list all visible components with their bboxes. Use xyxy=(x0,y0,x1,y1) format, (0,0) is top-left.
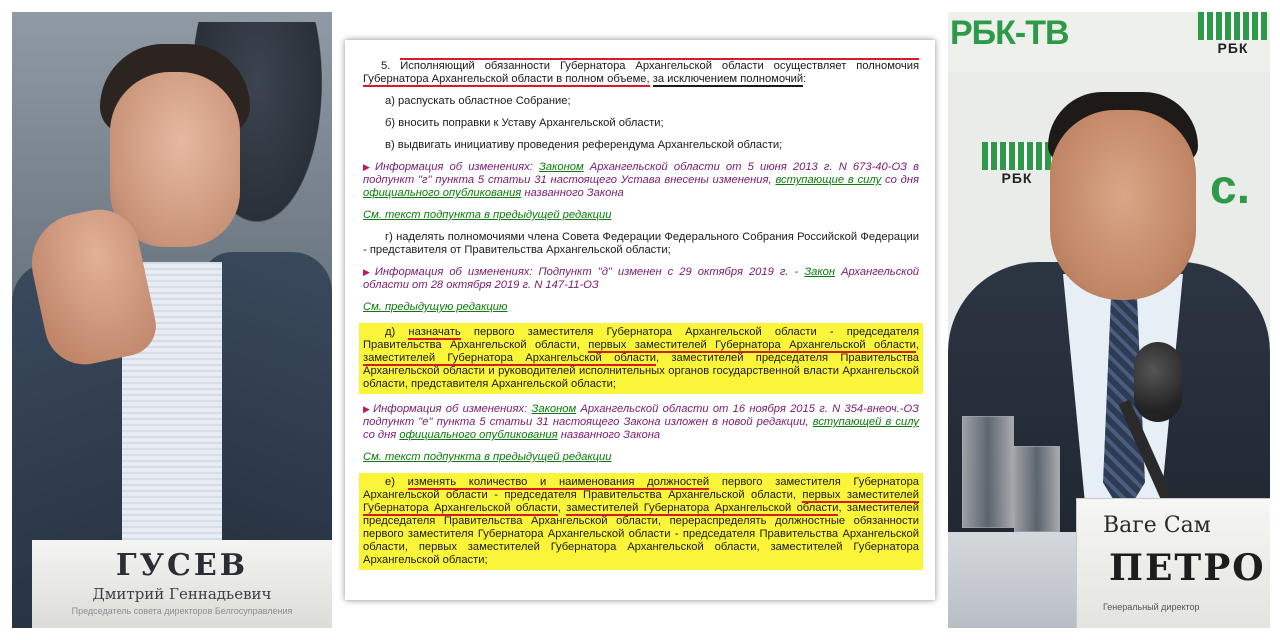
info-heading: Информация об изменениях: xyxy=(374,161,533,173)
microphone-icon xyxy=(1134,342,1182,422)
publication-link[interactable]: официального опубликования xyxy=(363,187,522,199)
item-text: первого заместителя Губернатора Архангельской области - председателя Правительства Архангельской области, xyxy=(363,476,920,501)
nameplate-given-name: Ваге Сам xyxy=(1103,513,1211,538)
rbk-logo-word: РБК xyxy=(1217,40,1249,56)
change-info-2 xyxy=(363,266,919,292)
info-heading: Информация об изменениях: xyxy=(373,403,528,415)
charter-document-page xyxy=(345,40,935,600)
nameplate-role: Председатель совета директоров Белгосуправления xyxy=(71,606,293,616)
nameplate-surname: ГУСЕВ xyxy=(115,548,249,583)
law-link[interactable]: Законом xyxy=(531,403,577,415)
info-text: со дня xyxy=(363,429,400,441)
face xyxy=(110,72,240,247)
see-previous-link[interactable]: См. текст подпункта в предыдущей редакции xyxy=(363,209,612,221)
nameplate-petrosyan xyxy=(1076,498,1270,628)
in-force-link[interactable]: вступающие в силу xyxy=(775,174,882,186)
info-flag-icon: ▶ xyxy=(363,162,373,172)
in-force-link[interactable]: вступающей в силу xyxy=(812,416,920,428)
item-a: а) распускать областное Собрание; xyxy=(385,95,571,107)
info-flag-icon: ▶ xyxy=(363,267,373,277)
item-d-underlined-1: первых заместителей Губернатора Архангельской области xyxy=(588,339,916,351)
paragraph-number: 5. xyxy=(381,60,391,72)
nameplate-surname: ПЕТРО xyxy=(1109,547,1266,589)
publication-link[interactable]: официального опубликования xyxy=(399,429,558,441)
paragraph-5-colon: : xyxy=(803,73,807,85)
item-d-verb: назначать xyxy=(408,326,461,338)
item-d-underlined-2: заместителей Губернатора Архангельской области xyxy=(363,352,656,364)
item-text: , заместителей председателя Правительства Архангельской области, перераспределять должностные обязанности первого заместителя Губернатора Архангельской области - председателя Правительства Архангельской области, первых заместителей Губернатора Архангельской области, заместителей Губернатора Архангельской области; xyxy=(363,502,920,566)
item-d-highlighted xyxy=(359,323,923,394)
item-text: , xyxy=(557,502,567,514)
item-text: , xyxy=(915,339,919,351)
right-photo-petrosyan xyxy=(948,12,1270,628)
info-text: названного Закона xyxy=(521,187,624,199)
item-b: б) вносить поправки к Уставу Архангельской области; xyxy=(385,117,664,129)
rbk-logo-bars-icon xyxy=(982,142,1052,170)
item-g: г) наделять полномочиями члена Совета Федерации Федерального Собрания Российской Федерации - представителя от Правительства Архангельской области; xyxy=(363,231,919,256)
face xyxy=(1050,110,1196,300)
paragraph-5-exception: за исключением полномочий xyxy=(652,73,804,85)
left-photo-gusev xyxy=(12,12,332,628)
rbk-logo-left xyxy=(982,142,1052,188)
info-text: названного Закона xyxy=(557,429,661,441)
paragraph-5-line1: Исполняющий обязанности Губернатора Архангельской области осуществляет полномочия xyxy=(400,60,919,72)
see-previous-link[interactable]: См. предыдущую редакцию xyxy=(363,301,508,313)
paragraph-5-line2: Губернатора Архангельской области в полном объеме, xyxy=(363,73,650,85)
nameplate-role: Генеральный директор xyxy=(1103,602,1200,612)
nameplate-gusev xyxy=(32,540,332,628)
item-letter: д) xyxy=(385,326,396,338)
rbk-logo-word: РБК xyxy=(1001,170,1033,186)
rbk-logo-top-right xyxy=(1198,12,1268,58)
document-body xyxy=(363,60,919,579)
info-text: Подпункт "д" изменен с 29 октября 2019 г. - xyxy=(532,266,805,278)
info-text: Архангельской области от 16 ноября 2015 г. N 354-внеоч.-ОЗ подпункт "е" пункта 5 статьи 31 настоящего Закона изложен в новой редакции, xyxy=(363,403,920,428)
info-text: со дня xyxy=(881,174,919,186)
law-link[interactable]: Законом xyxy=(539,161,584,173)
see-previous-link[interactable]: См. текст подпункта в предыдущей редакции xyxy=(363,451,612,463)
item-e-underlined-1: первых заместителей Губернатора Архангельской области xyxy=(363,489,919,514)
info-text: Архангельской области от 5 июня 2013 г. N 673-40-ОЗ в подпункт "г" пункта 5 статьи 31 настоящего Устава внесены изменения, xyxy=(363,161,920,186)
item-e-highlighted xyxy=(359,473,923,570)
item-letter: е) xyxy=(385,476,395,488)
item-v: в) выдвигать инициативу проведения референдума Архангельской области; xyxy=(385,139,783,151)
info-flag-icon: ▶ xyxy=(363,404,372,414)
law-link[interactable]: Закон xyxy=(804,266,836,278)
change-info-1 xyxy=(363,161,919,200)
item-text: первого заместителя Губернатора Архангельской области - председателя Правительства Архангельской области, xyxy=(363,326,920,351)
rbk-logo-bars-icon xyxy=(1198,12,1268,40)
rbk-tv-logo-text: РБК-ТВ xyxy=(950,14,1069,52)
item-e-underlined-2: заместителей Губернатора Архангельской области xyxy=(566,502,839,514)
change-info-3 xyxy=(363,403,919,442)
water-glass xyxy=(962,416,1014,528)
info-text: Архангельской области от 28 октября 2019 г. N 147-11-ОЗ xyxy=(363,266,920,291)
paragraph-5 xyxy=(363,60,919,86)
nameplate-given-name: Дмитрий Геннадьевич xyxy=(92,585,272,603)
item-e-verb: изменять количество и наименования должностей xyxy=(407,476,710,488)
rbk-side-text: с. xyxy=(1210,161,1251,214)
info-heading: Информация об изменениях: xyxy=(374,266,533,278)
item-text: , заместителей председателя Правительства Архангельской области и руководителей исполнительных органов государственной власти Архангельской области, представителя Архангельской области; xyxy=(363,352,919,390)
water-glass xyxy=(1014,446,1060,532)
